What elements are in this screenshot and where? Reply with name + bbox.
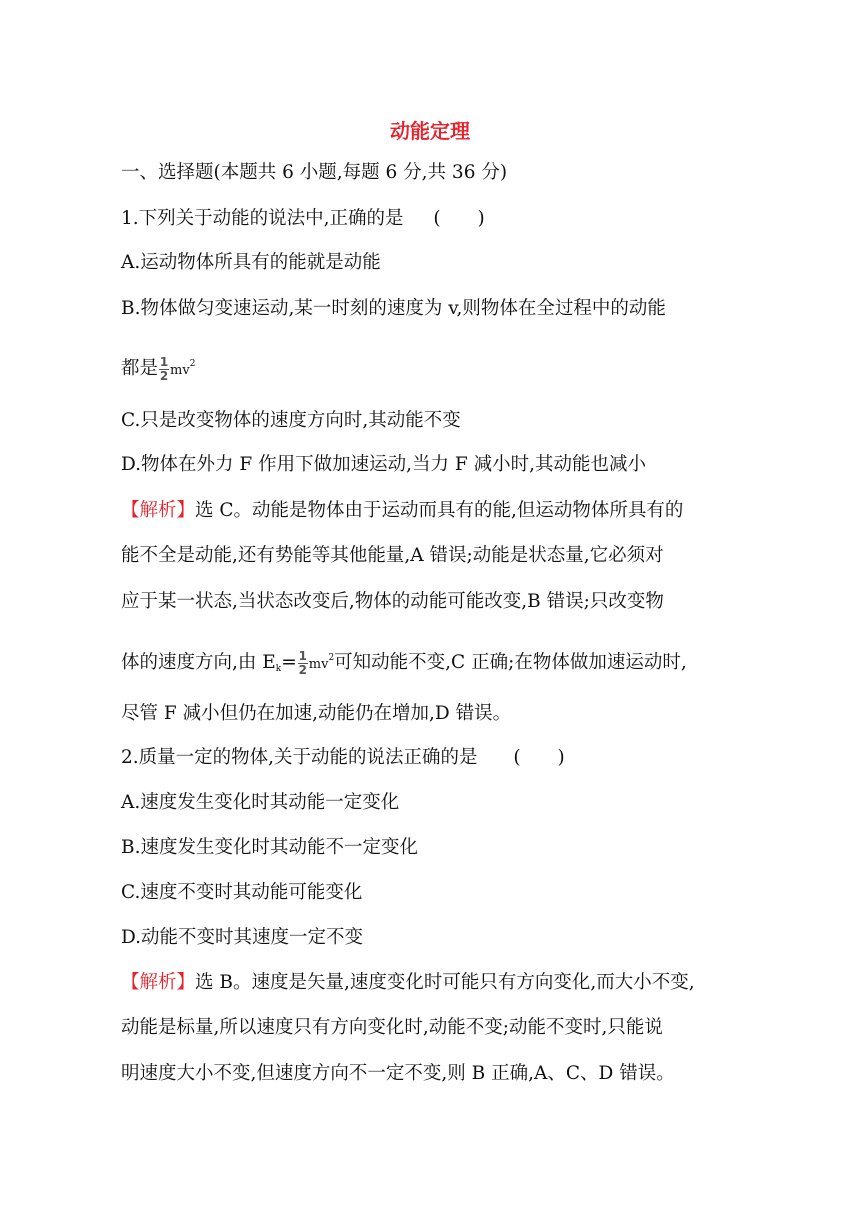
formula-exponent: 2 [189, 359, 196, 369]
formula-exponent: 2 [328, 653, 335, 663]
fraction-denominator: 2 [298, 662, 307, 677]
fraction-denominator: 2 [159, 368, 169, 383]
fraction-one-half [298, 648, 308, 677]
question-2-answer-paren: ( ) [513, 747, 565, 768]
analysis-text: 选 C。动能是物体由于运动而具有的能,但运动物体所具有的 [195, 500, 684, 521]
question-1-option-b-line1: B.物体做匀变速运动,某一时刻的速度为 v,则物体在全过程中的动能 [121, 298, 666, 319]
question-2-option-c: C.速度不变时其动能可能变化 [121, 882, 363, 903]
question-1-text: 1.下列关于动能的说法中,正确的是 [121, 208, 404, 229]
fraction-one-half [159, 354, 169, 383]
analysis-tag: 【解析】 [121, 972, 196, 993]
formula-mv: mv [308, 657, 329, 672]
analysis-text: 体的速度方向,由 E [121, 652, 276, 673]
question-1-analysis-line5: 尽管 F 减小但仍在加速,动能仍在增加,D 错误。 [121, 703, 512, 724]
question-2-option-a: A.速度发生变化时其动能一定变化 [121, 792, 400, 813]
analysis-text: 可知动能不变,C 正确;在物体做加速运动时, [334, 652, 687, 673]
question-1-stem [121, 206, 485, 232]
formula-mv: mv [170, 363, 190, 378]
question-1-analysis-line3: 应于某一状态,当状态改变后,物体的动能可能改变,B 错误;只改变物 [121, 591, 664, 612]
question-1-option-a: A.运动物体所具有的能就是动能 [121, 252, 381, 273]
question-2-option-d: D.动能不变时其速度一定不变 [121, 927, 364, 948]
fraction-numerator: 1 [159, 354, 169, 369]
equals-sign: = [281, 652, 297, 673]
question-1-analysis-line1 [121, 498, 683, 524]
question-2-option-b: B.速度发生变化时其动能不一定变化 [121, 837, 418, 858]
question-2-analysis-line1 [121, 970, 695, 996]
fraction-numerator: 1 [298, 648, 307, 663]
question-1-answer-paren: ( ) [433, 208, 485, 229]
question-2-analysis-line3: 明速度大小不变,但速度方向不一定不变,则 B 正确,A、C、D 错误。 [121, 1063, 675, 1084]
section-heading: 一、选择题(本题共 6 小题,每题 6 分,共 36 分) [121, 162, 508, 183]
question-2-stem [121, 745, 565, 771]
question-1-option-d: D.物体在外力 F 作用下做加速运动,当力 F 减小时,其动能也减小 [121, 454, 647, 475]
question-1-analysis-line2: 能不全是动能,还有势能等其他能量,A 错误;动能是状态量,它必须对 [121, 545, 664, 566]
question-1-option-b-line2 [121, 351, 195, 384]
analysis-text: 选 B。速度是矢量,速度变化时可能只有方向变化,而大小不变, [195, 972, 695, 993]
question-1-option-c: C.只是改变物体的速度方向时,其动能不变 [121, 410, 461, 431]
page-title: 动能定理 [390, 119, 470, 143]
question-2-text: 2.质量一定的物体,关于动能的说法正确的是 [121, 747, 478, 768]
question-1-analysis-line4 [121, 645, 687, 682]
option-b-prefix: 都是 [121, 358, 159, 379]
question-2-analysis-line2: 动能是标量,所以速度只有方向变化时,动能不变;动能不变时,只能说 [121, 1017, 663, 1038]
analysis-tag: 【解析】 [121, 500, 196, 521]
subscript-k: k [275, 664, 282, 674]
